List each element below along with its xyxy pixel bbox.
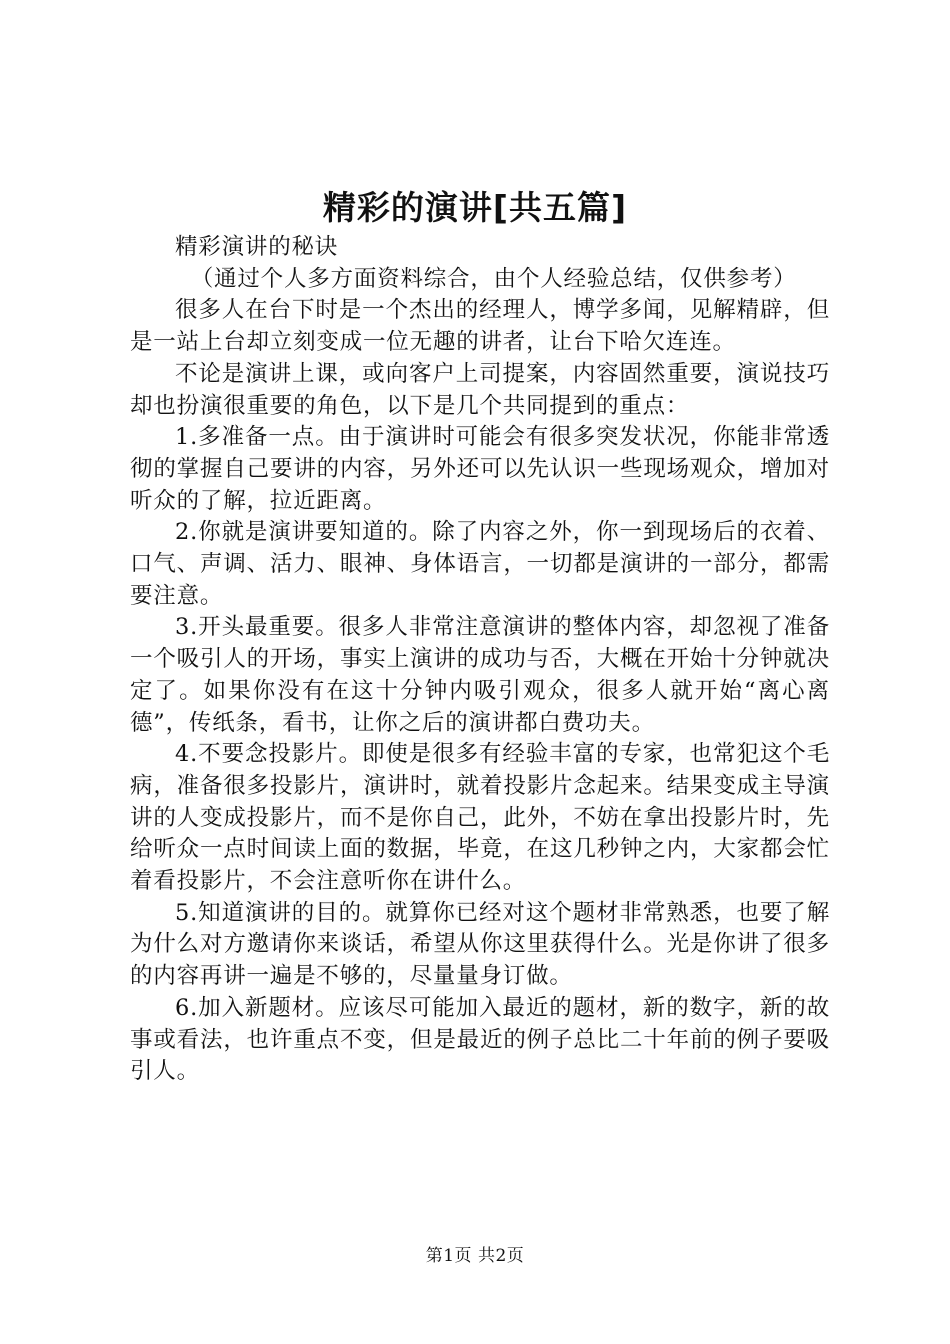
lead-paragraph: 不论是演讲上课，或向客户上司提案，内容固然重要，演说技巧却也扮演很重要的角色，以下是几个共同提到的重点： — [130, 360, 830, 419]
point-paragraph-6: 6.加入新题材。应该尽可能加入最近的题材，新的数字，新的故事或看法，也许重点不变，但是最近的例子总比二十年前的例子要吸引人。 — [130, 994, 830, 1085]
point-paragraph-4: 4.不要念投影片。即使是很多有经验丰富的专家，也常犯这个毛病，准备很多投影片，演讲时，就着投影片念起来。结果变成主导演讲的人变成投影片，而不是你自己，此外，不妨在拿出投影片时，先给听众一点时间读上面的数据，毕竟，在这几秒钟之内，大家都会忙着看投影片，不会注意听你在讲什么。 — [130, 741, 830, 895]
point-paragraph-1: 1.多准备一点。由于演讲时可能会有很多突发状况，你能非常透彻的掌握自己要讲的内容，另外还可以先认识一些现场观众，增加对听众的了解，拉近距离。 — [130, 424, 830, 514]
point-paragraph-2: 2.你就是演讲要知道的。除了内容之外，你一到现场后的衣着、口气、声调、活力、眼神、身体语言，一切都是演讲的一部分，都需要注意。 — [130, 519, 830, 609]
note-paragraph: （通过个人多方面资料综合，由个人经验总结，仅供参考） — [190, 265, 797, 292]
page-footer: 第1页 共2页 — [425, 1246, 525, 1266]
document-body — [130, 232, 830, 1088]
document-title: 精彩的演讲[共五篇] — [322, 188, 628, 227]
point-paragraph-5: 5.知道演讲的目的。就算你已经对这个题材非常熟悉，也要了解为什么对方邀请你来谈话，希望从你这里获得什么。光是你讲了很多的内容再讲一遍是不够的，尽量量身订做。 — [130, 899, 830, 990]
point-paragraph-3: 3.开头最重要。很多人非常注意演讲的整体内容，却忽视了准备一个吸引人的开场，事实上演讲的成功与否，大概在开始十分钟就决定了。如果你没有在这十分钟内吸引观众，很多人就开始“离心离德”，传纸条，看书，让你之后的演讲都白费功夫。 — [130, 614, 830, 736]
intro-paragraph: 很多人在台下时是一个杰出的经理人，博学多闻，见解精辟，但是一站上台却立刻变成一位无趣的讲者，让台下哈欠连连。 — [130, 297, 830, 356]
subtitle-paragraph: 精彩演讲的秘诀 — [175, 234, 339, 260]
